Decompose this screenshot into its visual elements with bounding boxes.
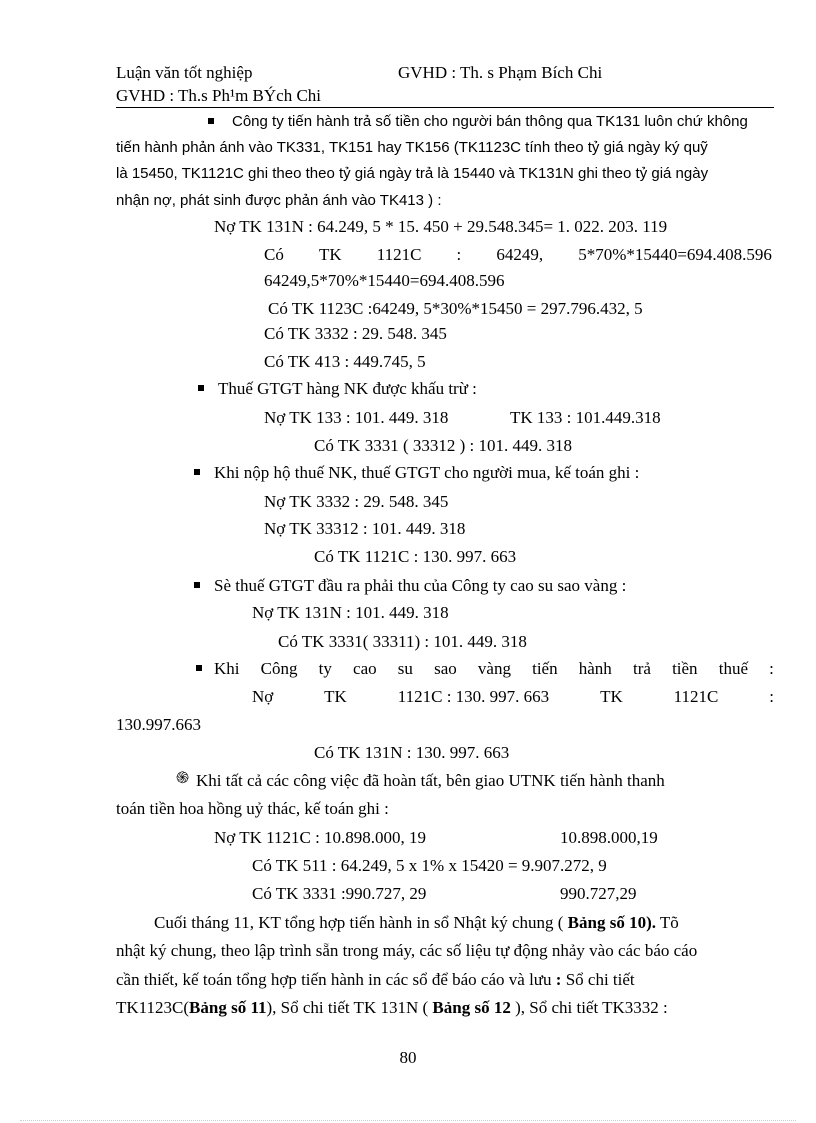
entry1-credit2: Có TK 1123C :64249, 5*30%*15450 = 297.796.432, 5 <box>268 299 643 318</box>
word: 5*70%*15440=694.408.596 <box>578 245 772 264</box>
text: Tõ <box>655 913 679 932</box>
para1-line3: là 15450, TK1121C ghi theo theo tỷ giá ngày trả là 15440 và TK131N ghi theo tỷ giá ngày <box>116 165 709 182</box>
b6-line2: toán tiền hoa hồng uỷ thác, kế toán ghi : <box>116 799 389 818</box>
b6-credit2-alt: 990.727,29 <box>560 884 637 903</box>
page-bottom-divider <box>20 1120 796 1121</box>
word: 1121C <box>376 245 422 264</box>
b5-credit: Có TK 131N : 130. 997. 663 <box>314 743 510 762</box>
table-ref: Bảng số 10). <box>567 913 656 932</box>
page-number: 80 <box>399 1048 417 1067</box>
word: 1121C : 130. 997. 663 <box>397 687 550 706</box>
word: tiến <box>532 659 558 678</box>
b6-debit: Nợ TK 1121C : 10.898.000, 19 <box>214 828 427 847</box>
para1-line2: tiến hành phản ánh vào TK331, TK151 hay TK156 (TK1123C tính theo tỷ giá ngày ký quỹ <box>116 139 708 156</box>
b2-debit: Nợ TK 133 : 101. 449. 318 <box>264 408 449 427</box>
header-title: Luận văn tốt nghiệp <box>116 63 253 82</box>
b3-credit: Có TK 1121C : 130. 997. 663 <box>314 547 517 566</box>
bullet-square-icon <box>198 385 204 391</box>
para1-line4: nhận nợ, phát sinh được phản ánh vào TK413 ) : <box>116 192 442 209</box>
b6-line1: Khi tất cả các công việc đã hoàn tất, bên giao UTNK tiến hành thanh <box>196 771 665 790</box>
b5-wrap: 130.997.663 <box>116 715 201 734</box>
word: hành <box>578 659 612 678</box>
header-rule <box>116 107 774 108</box>
word: trả <box>632 659 651 678</box>
bullet-square-icon <box>194 582 200 588</box>
b2-credit: Có TK 3331 ( 33312 ) : 101. 449. 318 <box>314 436 572 455</box>
word: : <box>769 687 774 706</box>
header-supervisor: GVHD : Th. s Phạm Bích Chi <box>398 63 603 82</box>
word: : <box>456 245 462 264</box>
b4-title: Sè thuế GTGT đầu ra phải thu của Công ty cao su sao vàng : <box>214 576 627 595</box>
bullet-square-icon <box>196 665 202 671</box>
entry1-credit4: Có TK 413 : 449.745, 5 <box>264 352 426 371</box>
text: ), Sổ chi tiết TK3332 : <box>510 998 668 1017</box>
final-line3 <box>116 969 635 991</box>
b3-debit2: Nợ TK 33312 : 101. 449. 318 <box>264 519 466 538</box>
entry1-credit1 <box>264 244 772 266</box>
text: TK1123C( <box>116 998 190 1017</box>
b6-debit-alt: 10.898.000,19 <box>560 828 658 847</box>
word: Nợ <box>252 687 274 706</box>
word: 64249, <box>496 245 544 264</box>
entry1-credit3: Có TK 3332 : 29. 548. 345 <box>264 324 447 343</box>
entry1-debit: Nợ TK 131N : 64.249, 5 * 15. 450 + 29.548.345= 1. 022. 203. 119 <box>214 217 668 236</box>
word: tiền <box>672 659 698 678</box>
header-supervisor-garbled: GVHD : Th.s Ph¹m BÝch Chi <box>116 86 322 105</box>
para1-line1: Công ty tiến hành trả số tiền cho người bán thông qua TK131 luôn chứ không <box>232 113 748 130</box>
word: TK <box>324 687 347 706</box>
word: Có <box>264 245 284 264</box>
b4-credit: Có TK 3331( 33311) : 101. 449. 318 <box>278 632 527 651</box>
b2-debit-alt: TK 133 : 101.449.318 <box>510 408 661 427</box>
final-line1 <box>154 912 679 934</box>
b3-debit1: Nợ TK 3332 : 29. 548. 345 <box>264 492 449 511</box>
text: Sổ chi tiết <box>561 970 635 989</box>
word: TK <box>318 245 342 264</box>
word: cao <box>353 659 377 678</box>
final-line2: nhật ký chung, theo lập trình sẵn trong máy, các số liệu tự động nhảy vào các báo cáo <box>116 941 698 960</box>
fancy-symbol-icon: ֍ <box>176 770 190 787</box>
b6-credit2: Có TK 3331 :990.727, 29 <box>252 884 427 903</box>
text: cần thiết, kế toán tổng hợp tiến hành in các sổ để báo cáo và lưu <box>116 970 556 989</box>
text: ), Sổ chi tiết TK 131N ( <box>266 998 433 1017</box>
b6-credit1: Có TK 511 : 64.249, 5 x 1% x 15420 = 9.907.272, 9 <box>252 856 607 875</box>
text: Cuối tháng 11, KT tổng hợp tiến hành in sổ Nhật ký chung ( <box>154 913 568 932</box>
word: TK <box>600 687 623 706</box>
table-ref: Bảng số 11 <box>189 998 267 1017</box>
bullet-square-icon <box>208 118 214 124</box>
word: sao <box>434 659 457 678</box>
table-ref: Bảng số 12 <box>432 998 511 1017</box>
entry1-credit1-cont: 64249,5*70%*15440=694.408.596 <box>264 271 505 290</box>
b4-debit: Nợ TK 131N : 101. 449. 318 <box>252 603 449 622</box>
colon: : <box>555 970 562 989</box>
word: ty <box>318 659 332 678</box>
word: Công <box>260 659 298 678</box>
word: : <box>769 659 774 678</box>
b3-title: Khi nộp hộ thuế NK, thuế GTGT cho người mua, kế toán ghi : <box>214 463 640 482</box>
word: su <box>397 659 413 678</box>
word: Khi <box>214 659 240 678</box>
bullet-square-icon <box>194 469 200 475</box>
word: thuế <box>718 659 748 678</box>
word: vàng <box>477 659 511 678</box>
word: 1121C <box>673 687 719 706</box>
final-line4 <box>116 997 668 1019</box>
b5-title <box>214 658 774 680</box>
b5-debit <box>252 686 774 708</box>
b2-title: Thuế GTGT hàng NK được khấu trừ : <box>218 379 477 398</box>
